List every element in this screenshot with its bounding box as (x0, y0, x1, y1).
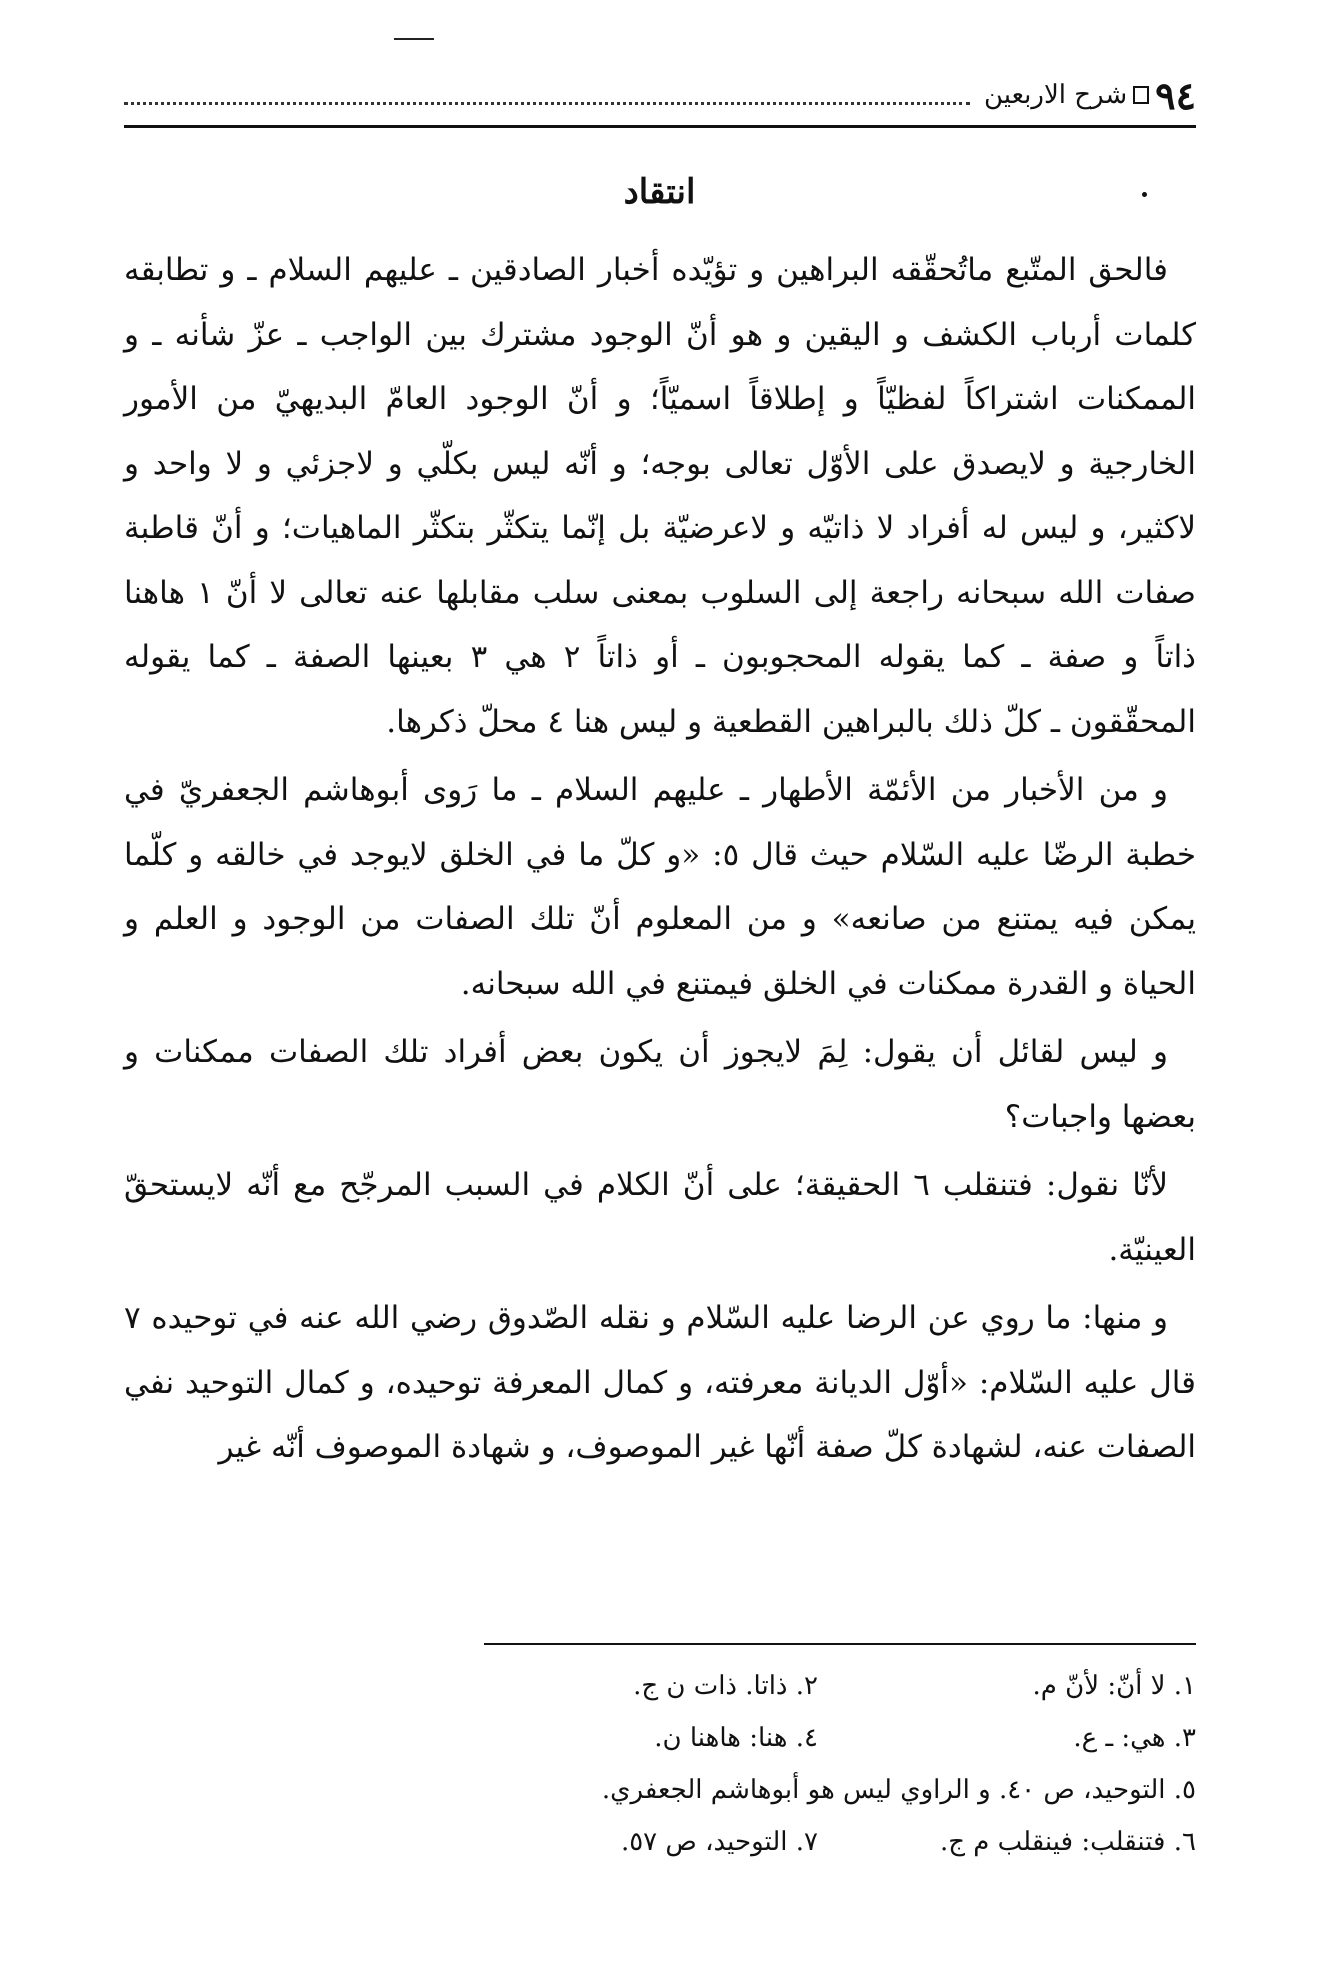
footnote-row (440, 1660, 1196, 1712)
paragraph: لأنّا نقول: فتنقلب ٦ الحقيقة؛ على أنّ الكلام في السبب المرجّح مع أنّه لايستحقّ العينيّة. (124, 1167, 1196, 1268)
paragraph: فالحق المتّبع ماتُحقّقه البراهين و تؤيّده أخبار الصادقين ـ عليهم السلام ـ و تطابقه كلمات أرباب الكشف و اليقين و هو أنّ الوجود مشترك بين الواجب ـ عزّ شأنه ـ و الممكنات اشتراكاً لفظيّاً و إطلاقاً اسميّاً؛ و أنّ الوجود العامّ البديهيّ من الأمور الخارجية و لايصدق على الأوّل تعالى بوجه؛ و أنّه ليس بكلّي و لاجزئي و لا واحد و لاكثير، و ليس له أفراد لا ذاتيّه و لاعرضيّة بل إنّما يتكثّر بتكثّر الماهيات؛ و أنّ قاطبة صفات الله سبحانه راجعة إلى السلوب بمعنى سلب مقابلها عنه تعالى لا أنّ ١ هاهنا ذاتاً و صفة ـ كما يقوله المحجوبون ـ أو ذاتاً ٢ هي ٣ بعينها الصفة ـ كما يقوله المحقّقون ـ كلّ ذلك بالبراهين القطعية و ليس هنا ٤ محلّ ذكرها. (124, 252, 1196, 740)
footnote-row (440, 1712, 1196, 1764)
top-dash (394, 38, 434, 40)
footnote: ٧. التوحيد، ص ٥٧. (620, 1827, 818, 1857)
footnote: ١. لا أنّ: لأنّ م. (1032, 1671, 1196, 1701)
header-rule (124, 125, 1196, 128)
footnote-row (440, 1816, 1196, 1868)
footnote: ٣. هي: ـ ع. (1073, 1723, 1196, 1753)
footnote: ٥. التوحيد، ص ٤٠. و الراوي ليس هو أبوهاشم الجعفري. (601, 1775, 1196, 1805)
square-icon (1133, 86, 1149, 104)
footnotes (440, 1660, 1196, 1868)
leader-dots (124, 102, 970, 105)
section-heading: انتقاد (623, 172, 696, 212)
paragraph: و ليس لقائل أن يقول: لِمَ لايجوز أن يكون بعض أفراد تلك الصفات ممكنات و بعضها واجبات؟ (124, 1034, 1196, 1135)
footnote-rule (484, 1643, 1196, 1645)
footnote: ٤. هنا: هاهنا ن. (654, 1723, 818, 1753)
page-number: ٩٤ (1155, 72, 1196, 118)
book-title: شرح الاربعين (983, 80, 1128, 110)
paragraph: و منها: ما روي عن الرضا عليه السّلام و نقله الصّدوق رضي الله عنه في توحيده ٧ قال عليه السّلام: «أوّل الديانة معرفته، و كمال المعرفة توحيده، و كمال التوحيد نفي الصفات عنه، لشهادة كلّ صفة أنّها غير الموصوف، و شهادة الموصوف أنّه غير (124, 1300, 1196, 1465)
paragraph: و من الأخبار من الأئمّة الأطهار ـ عليهم السلام ـ ما رَوى أبوهاشم الجعفريّ في خطبة الرضّا عليه السّلام حيث قال ٥: «و كلّ ما في الخلق لايوجد في خالقه و كلّما يمكن فيه يمتنع من صانعه» و من المعلوم أنّ تلك الصفات من الوجود و العلم و الحياة و القدرة ممكنات في الخلق فيمتنع في الله سبحانه. (124, 772, 1196, 1002)
running-header (124, 70, 1196, 120)
body-text (124, 238, 1196, 1480)
footnote: ٢. ذاتا. ذات ن ج. (633, 1671, 818, 1701)
footnote: ٦. فتنقلب: فينقلب م ج. (939, 1827, 1196, 1857)
